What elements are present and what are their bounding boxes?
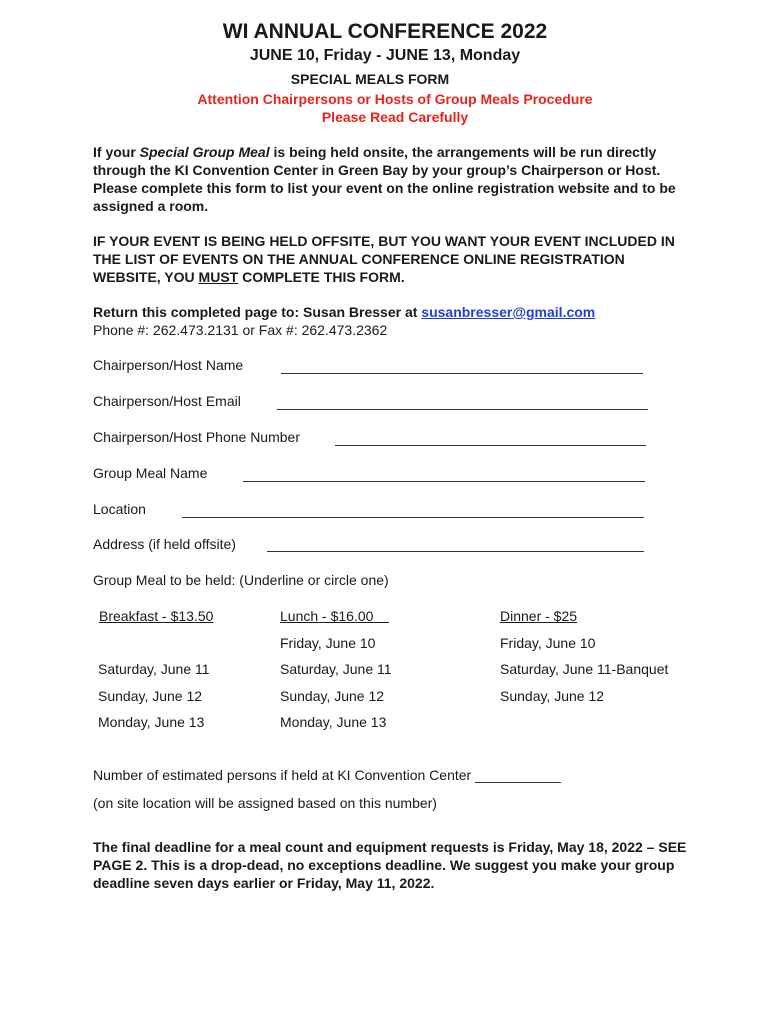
dinner-header[interactable]: Dinner - $25 (500, 608, 578, 624)
read-carefully-notice: Please Read Carefully (321, 109, 469, 125)
lunch-day-option[interactable]: Sunday, June 12 (280, 688, 385, 704)
page-title: WI ANNUAL CONFERENCE 2022 (222, 20, 548, 43)
breakfast-day-option[interactable]: Sunday, June 12 (98, 688, 203, 704)
address-label: Address (if held offsite) (93, 536, 236, 552)
conference-dates: JUNE 10, Friday - JUNE 13, Monday (249, 47, 521, 64)
breakfast-header[interactable]: Breakfast - $13.50 (99, 608, 214, 624)
breakfast-day-option[interactable]: Monday, June 13 (98, 714, 205, 730)
intro-offsite-paragraph: IF YOUR EVENT IS BEING HELD OFFSITE, BUT YOU WANT YOUR EVENT INCLUDED IN THE LIST OF EVENTS ON THE ANNUAL CONFERENCE ONLINE REGISTRATION WEBSITE, YOU MUST COMPLETE THIS FORM. (93, 233, 675, 285)
estimated-persons-field[interactable]: Number of estimated persons if held at KI Convention Center ___________ (93, 767, 561, 783)
meal-name-label: Group Meal Name (93, 465, 208, 481)
lunch-header[interactable]: Lunch - $16.00 (280, 608, 374, 624)
host-email-label: Chairperson/Host Email (93, 393, 241, 409)
address-field[interactable] (267, 551, 644, 552)
persons-note: (on site location will be assigned based on this number) (93, 795, 437, 811)
location-field[interactable] (182, 517, 644, 518)
breakfast-day-option[interactable]: Saturday, June 11 (98, 661, 210, 677)
location-label: Location (93, 501, 146, 517)
host-name-field[interactable] (281, 373, 643, 374)
host-email-field[interactable] (277, 409, 648, 410)
lunch-day-option[interactable]: Saturday, June 11 (280, 661, 392, 677)
attention-notice: Attention Chairpersons or Hosts of Group Meals Procedure (197, 91, 593, 107)
host-name-label: Chairperson/Host Name (93, 357, 244, 373)
host-phone-field[interactable] (335, 445, 646, 446)
lunch-day-option[interactable]: Monday, June 13 (280, 714, 387, 730)
dinner-day-option[interactable]: Sunday, June 12 (500, 688, 605, 704)
return-instructions: Return this completed page to: Susan Bresser at susanbresser@gmail.com (93, 304, 596, 320)
phone-fax: Phone #: 262.473.2131 or Fax #: 262.473.2362 (93, 322, 388, 338)
meal-prompt: Group Meal to be held: (Underline or circle one) (93, 572, 389, 588)
host-phone-label: Chairperson/Host Phone Number (93, 429, 300, 445)
dinner-day-option[interactable]: Friday, June 10 (500, 635, 596, 651)
deadline-notice: The final deadline for a meal count and equipment requests is Friday, May 18, 2022 – SEE PAGE 2. This is a drop-dead, no exceptions deadline. We suggest you make your group deadline seven days earlier or Friday, May 11, 2022. (93, 839, 687, 891)
lunch-day-option[interactable]: Friday, June 10 (280, 635, 376, 651)
form-name: SPECIAL MEALS FORM (290, 71, 450, 87)
dinner-day-option[interactable]: Saturday, June 11-Banquet (500, 661, 669, 677)
email-link[interactable]: susanbresser@gmail.com (421, 304, 596, 320)
intro-onsite-paragraph: If your Special Group Meal is being held onsite, the arrangements will be run directly through the KI Convention Center in Green Bay by your group’s Chairperson or Host. Please complete this form to list your event on the online registration website and to be assigned a room. (93, 144, 676, 214)
meal-name-field[interactable] (243, 481, 645, 482)
